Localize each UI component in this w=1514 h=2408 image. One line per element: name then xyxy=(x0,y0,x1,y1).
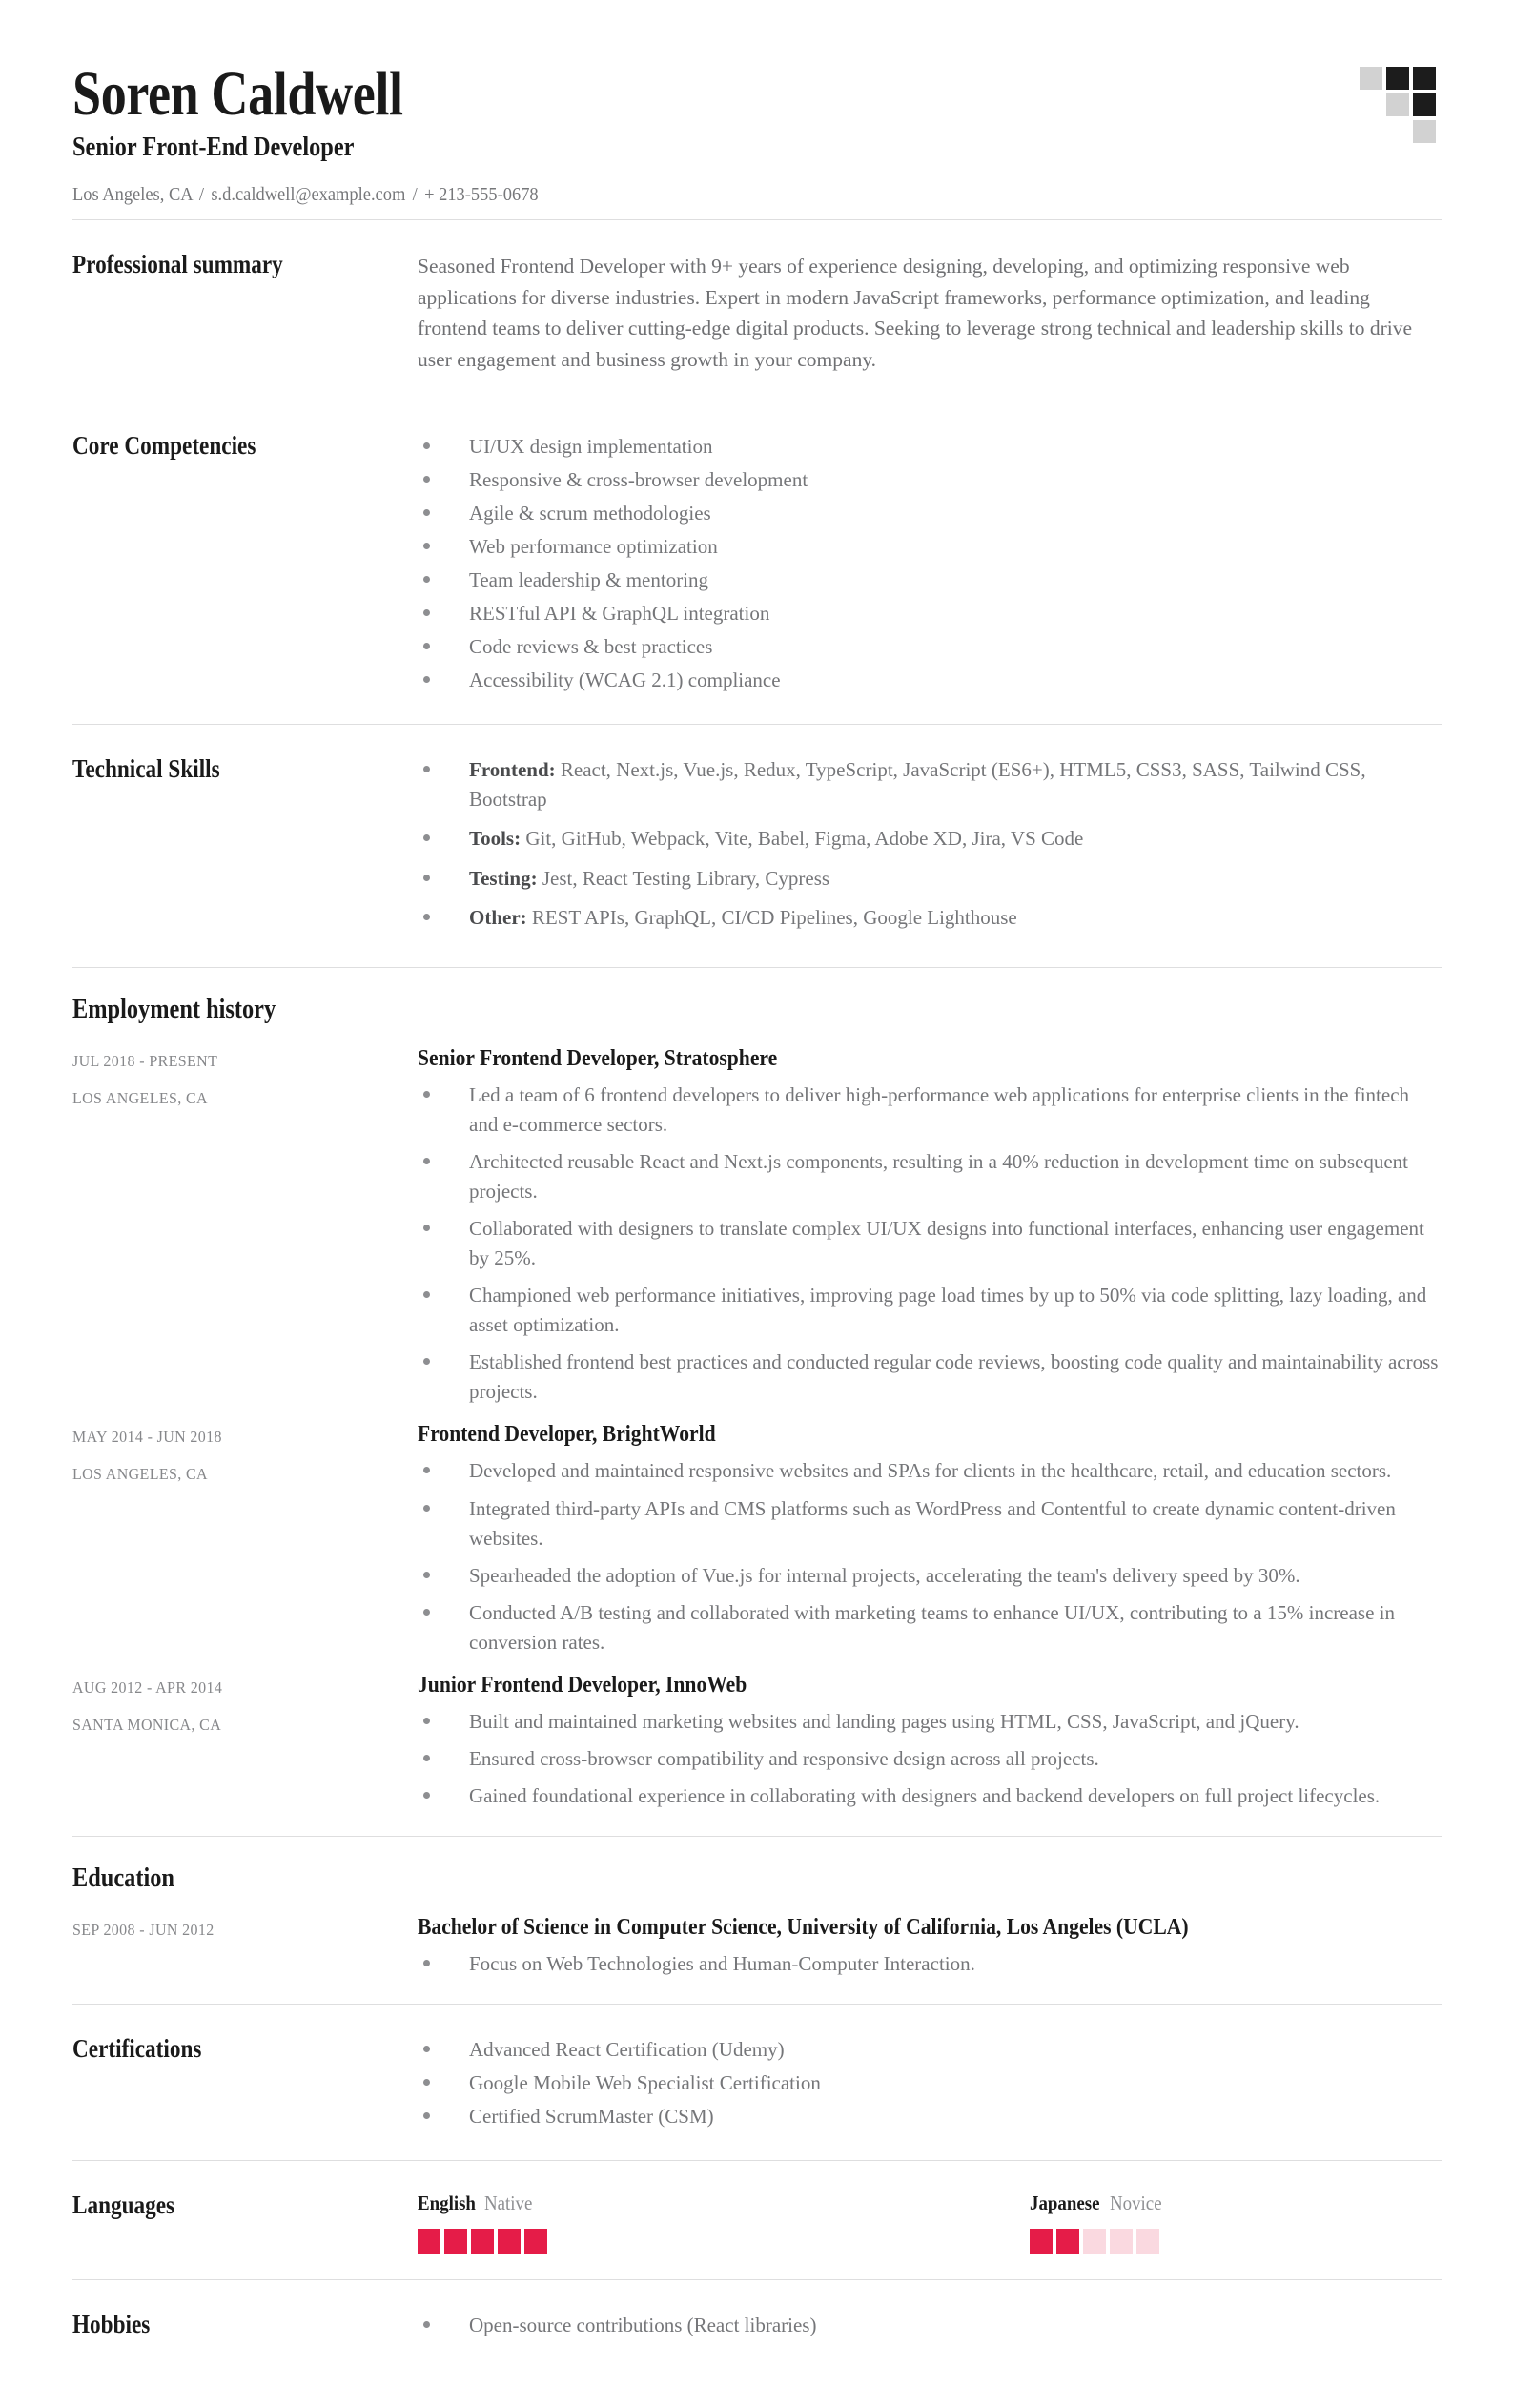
entry-main xyxy=(418,1422,1442,1657)
entry-bullet: Focus on Web Technologies and Human-Computer Interaction. xyxy=(418,1949,1442,1979)
competency-item: UI/UX design implementation xyxy=(418,432,1442,462)
language-level-meter xyxy=(418,2229,938,2254)
language-bar-empty xyxy=(1083,2229,1106,2254)
language-bar-filled xyxy=(498,2229,521,2254)
entry-main xyxy=(418,1673,1442,1811)
section-hobbies xyxy=(72,2280,1442,2369)
hobby-item: Open-source contributions (React libraries) xyxy=(418,2311,1442,2340)
skill-category-value: React, Next.js, Vue.js, Redux, TypeScript, JavaScript (ES6+), HTML5, CSS3, SASS, Tailwind CSS, Bootstrap xyxy=(469,758,1366,812)
entry-title: Senior Frontend Developer, Stratosphere xyxy=(418,1045,778,1071)
resume-header xyxy=(72,55,1442,219)
logo-cell-light xyxy=(1386,93,1409,116)
language-name: English xyxy=(418,2192,476,2215)
skill-group xyxy=(418,903,1442,933)
entry-location: LOS ANGELES, CA xyxy=(72,1088,208,1107)
competency-item: Accessibility (WCAG 2.1) compliance xyxy=(418,666,1442,695)
skill-category-label: Other: xyxy=(469,905,527,929)
contact-line xyxy=(72,184,539,206)
language-bar-filled xyxy=(444,2229,467,2254)
certification-item: Advanced React Certification (Udemy) xyxy=(418,2035,1442,2065)
entry-date-range: AUG 2012 - APR 2014 xyxy=(72,1677,223,1697)
logo-cell-dark xyxy=(1386,67,1409,90)
entry-bullet-list xyxy=(418,1707,1442,1811)
language-bar-filled xyxy=(1056,2229,1079,2254)
skill-category-value: Git, GitHub, Webpack, Vite, Babel, Figma, Adobe XD, Jira, VS Code xyxy=(521,827,1084,851)
languages-row xyxy=(418,2192,1442,2254)
entry-date-range: MAY 2014 - JUN 2018 xyxy=(72,1428,222,1447)
entry-bullet: Gained foundational experience in collaborating with designers and backend developers on full project lifecycles. xyxy=(418,1781,1442,1811)
certification-item: Google Mobile Web Specialist Certification xyxy=(418,2068,1442,2098)
technical-skills-list xyxy=(418,755,1442,932)
skill-category-label: Tools: xyxy=(469,827,522,851)
skill-category-label: Frontend: xyxy=(469,758,556,782)
section-label-hobbies: Hobbies xyxy=(72,2310,151,2339)
language-bar-filled xyxy=(524,2229,547,2254)
entry-main xyxy=(418,1915,1442,1979)
contact-separator-2: / xyxy=(412,183,418,205)
language-bar-filled xyxy=(418,2229,440,2254)
grid-logo-icon xyxy=(1360,67,1438,145)
entry-location: LOS ANGELES, CA xyxy=(72,1465,208,1484)
entry-title: Junior Frontend Developer, InnoWeb xyxy=(418,1672,747,1698)
entry-bullet: Led a team of 6 frontend developers to deliver high-performance web applications for enterprise clients in the fintech and e-commerce sectors. xyxy=(418,1081,1442,1140)
section-body-competencies xyxy=(418,430,1442,700)
logo-cell-dark xyxy=(1413,67,1436,90)
language-item xyxy=(418,2192,938,2254)
competency-item: RESTful API & GraphQL integration xyxy=(418,599,1442,628)
entry-bullet: Ensured cross-browser compatibility and responsive design across all projects. xyxy=(418,1744,1442,1774)
entry-title: Bachelor of Science in Computer Science, University of California, Los Angeles (UCLA) xyxy=(418,1915,1189,1941)
competencies-list xyxy=(418,432,1442,696)
candidate-name: Soren Caldwell xyxy=(72,59,403,129)
entry-meta xyxy=(72,1915,418,1942)
language-level-label: Novice xyxy=(1109,2192,1162,2215)
section-label-summary: Professional summary xyxy=(72,249,283,278)
language-level-meter xyxy=(1030,2229,1514,2254)
section-languages xyxy=(72,2161,1442,2279)
entry-bullet-list xyxy=(418,1081,1442,1408)
entry-bullet-list xyxy=(418,1456,1442,1657)
section-label-employment: Employment history xyxy=(72,994,276,1024)
employment-entries xyxy=(72,1046,1442,1811)
section-certifications xyxy=(72,2005,1442,2160)
competency-item: Web performance optimization xyxy=(418,532,1442,562)
contact-location: Los Angeles, CA xyxy=(72,183,193,205)
entry-bullet: Established frontend best practices and conducted regular code reviews, boosting code quality and maintainability across projects. xyxy=(418,1348,1442,1407)
language-header xyxy=(1030,2192,1514,2215)
entry-meta xyxy=(72,1673,418,1737)
section-employment-history xyxy=(72,968,1442,1811)
skill-group xyxy=(418,755,1442,814)
entry-location: SANTA MONICA, CA xyxy=(72,1715,222,1734)
skill-group xyxy=(418,864,1442,894)
certifications-list xyxy=(418,2035,1442,2131)
contact-email[interactable]: s.d.caldwell@example.com xyxy=(211,183,406,205)
section-professional-summary xyxy=(72,220,1442,401)
section-technical-skills xyxy=(72,725,1442,966)
section-label-competencies: Core Competencies xyxy=(72,430,256,460)
entry-bullet: Architected reusable React and Next.js components, resulting in a 40% reduction in development time on subsequent projects. xyxy=(418,1147,1442,1206)
language-bar-empty xyxy=(1136,2229,1159,2254)
education-entries xyxy=(72,1915,1442,1979)
section-body-certifications xyxy=(418,2033,1442,2135)
certification-item: Certified ScrumMaster (CSM) xyxy=(418,2102,1442,2131)
entry-bullet: Spearheaded the adoption of Vue.js for internal projects, accelerating the team's delivery speed by 30%. xyxy=(418,1561,1442,1591)
section-label-certifications: Certifications xyxy=(72,2034,202,2064)
skill-group xyxy=(418,824,1442,854)
entry-bullet: Conducted A/B testing and collaborated with marketing teams to enhance UI/UX, contributing to a 15% increase in conversion rates. xyxy=(418,1598,1442,1657)
section-core-competencies xyxy=(72,401,1442,725)
section-label-languages: Languages xyxy=(72,2191,175,2220)
section-label-technical-skills: Technical Skills xyxy=(72,754,220,784)
history-entry xyxy=(72,1673,1442,1811)
language-header xyxy=(418,2192,938,2215)
history-entry xyxy=(72,1915,1442,1979)
entry-bullet: Built and maintained marketing websites and landing pages using HTML, CSS, JavaScript, and jQuery. xyxy=(418,1707,1442,1737)
entry-meta xyxy=(72,1422,418,1486)
entry-bullet: Integrated third-party APIs and CMS platforms such as WordPress and Contentful to create dynamic content-driven websites. xyxy=(418,1494,1442,1554)
entry-date-range: SEP 2008 - JUN 2012 xyxy=(72,1921,215,1940)
section-label-education: Education xyxy=(72,1863,174,1894)
section-body-languages xyxy=(418,2190,1442,2254)
language-bar-filled xyxy=(471,2229,494,2254)
competency-item: Team leadership & mentoring xyxy=(418,566,1442,595)
entry-date-range: JUL 2018 - PRESENT xyxy=(72,1051,218,1070)
competency-item: Code reviews & best practices xyxy=(418,632,1442,662)
entry-bullet-list xyxy=(418,1949,1442,1979)
skill-category-label: Testing: xyxy=(469,866,538,890)
entry-bullet: Collaborated with designers to translate complex UI/UX designs into functional interfaces, enhancing user engagement by 25%. xyxy=(418,1214,1442,1273)
section-body-summary xyxy=(418,249,1442,376)
skill-category-value: REST APIs, GraphQL, CI/CD Pipelines, Google Lighthouse xyxy=(526,905,1017,929)
summary-text: Seasoned Frontend Developer with 9+ years of experience designing, developing, and optimizing responsive web applications for diverse industries. Expert in modern JavaScript frameworks, performance optimization, and leading frontend teams to deliver cutting-edge digital products. Seeking to leverage strong technical and leadership skills to drive user engagement and business growth in your company. xyxy=(418,254,1413,371)
header-identity xyxy=(72,55,590,206)
contact-phone[interactable]: + 213-555-0678 xyxy=(424,183,539,205)
logo-cell-light xyxy=(1360,67,1382,90)
hobbies-list xyxy=(418,2311,1442,2340)
logo-cell-dark xyxy=(1413,93,1436,116)
language-level-label: Native xyxy=(483,2192,533,2215)
entry-title: Frontend Developer, BrightWorld xyxy=(418,1422,716,1448)
entry-bullet: Developed and maintained responsive websites and SPAs for clients in the healthcare, retail, and education sectors. xyxy=(418,1456,1442,1486)
contact-separator-1: / xyxy=(198,183,205,205)
candidate-job-title: Senior Front-End Developer xyxy=(72,131,355,162)
competency-item: Agile & scrum methodologies xyxy=(418,499,1442,528)
entry-bullet: Championed web performance initiatives, improving page load times by up to 50% via code splitting, lazy loading, and asset optimization. xyxy=(418,1281,1442,1340)
competency-item: Responsive & cross-browser development xyxy=(418,465,1442,495)
section-body-technical-skills xyxy=(418,753,1442,941)
section-education xyxy=(72,1837,1442,1979)
skill-category-value: Jest, React Testing Library, Cypress xyxy=(537,866,830,890)
language-name: Japanese xyxy=(1030,2192,1100,2215)
entry-meta xyxy=(72,1046,418,1110)
history-entry xyxy=(72,1422,1442,1657)
history-entry xyxy=(72,1046,1442,1408)
section-body-hobbies xyxy=(418,2309,1442,2344)
language-bar-empty xyxy=(1110,2229,1133,2254)
entry-main xyxy=(418,1046,1442,1408)
logo-cell-light xyxy=(1413,120,1436,143)
language-item xyxy=(1030,2192,1514,2254)
language-bar-filled xyxy=(1030,2229,1053,2254)
